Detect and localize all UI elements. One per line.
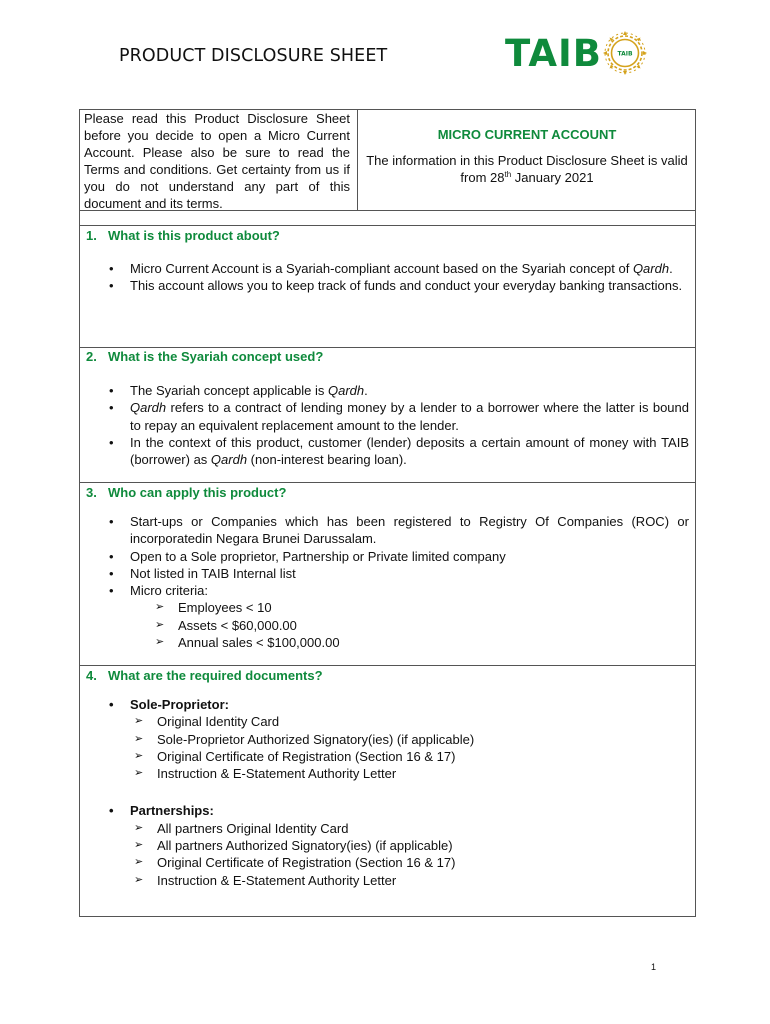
arrow-bullet-icon: ➢ <box>155 618 165 631</box>
page-number: 1 <box>651 962 657 972</box>
section-4-heading: 4. What are the required documents? <box>86 668 323 683</box>
document-item: ➢ Sole-Proprietor Authorized Signatory(ies) (if applicable) <box>134 731 475 747</box>
criteria-item: ➢ Employees < 10 <box>155 600 272 616</box>
arrow-bullet-icon: ➢ <box>134 732 144 745</box>
logo-seal-icon <box>602 30 648 76</box>
criteria-item: ➢ Annual sales < $100,000.00 <box>155 635 340 651</box>
arrow-bullet-icon: ➢ <box>134 839 144 852</box>
intro-product-box <box>358 110 696 186</box>
criteria-item: ➢ Assets < $60,000.00 <box>155 617 297 633</box>
document-item: ➢ Original Identity Card <box>134 714 280 730</box>
list-item: • Qardh refers to a contract of lending money by a lender to a borrower where the latter is bound to repay an equivalent replacement amount to the lender. <box>109 400 689 433</box>
document-item: ➢ Instruction & E-Statement Authority Letter <box>134 766 397 782</box>
section-1-heading: 1. What is this product about? <box>86 228 280 243</box>
section-4-top-line <box>79 665 696 666</box>
arrow-bullet-icon: ➢ <box>155 601 165 614</box>
doc-group-sole-proprietor: • Sole-Proprietor: <box>109 697 229 712</box>
list-item: • Micro criteria: <box>109 583 209 599</box>
account-name: MICRO CURRENT ACCOUNT <box>437 127 617 142</box>
document-item: ➢ All partners Authorized Signatory(ies) (if applicable) <box>134 838 453 854</box>
document-title: PRODUCT DISCLOSURE SHEET <box>119 46 388 66</box>
document-item: ➢ Original Certificate of Registration (Section 16 & 17) <box>134 855 456 871</box>
section-4-list <box>109 696 689 889</box>
section-2-list <box>109 382 689 468</box>
micro-criteria-list <box>155 599 689 651</box>
intro-notice: Please read this Product Disclosure Sheet before you decide to open a Micro Current Account. Please also be sure to read the Terms and conditions. Get certainty from us if you do not understand any part of this document and its terms. <box>84 111 350 211</box>
section-1-list <box>109 260 689 295</box>
document-item: ➢ Original Certificate of Registration (Section 16 & 17) <box>134 748 456 764</box>
list-item: • Start-ups or Companies which has been registered to Registry Of Companies (ROC) or incorporatedin Negara Brunei Darussalam. <box>109 514 689 547</box>
partnership-documents <box>134 820 689 889</box>
logo-wordmark: TAIB <box>505 32 602 75</box>
list-item: • Open to a Sole proprietor, Partnership or Private limited company <box>109 548 506 564</box>
doc-group-partnerships: • Partnerships: <box>109 803 214 819</box>
arrow-bullet-icon: ➢ <box>134 749 144 762</box>
taib-logo <box>505 34 648 74</box>
arrow-bullet-icon: ➢ <box>134 715 144 728</box>
section-2-heading: 2. What is the Syariah concept used? <box>86 349 324 364</box>
sole-proprietor-documents <box>134 713 689 782</box>
arrow-bullet-icon: ➢ <box>134 821 144 834</box>
validity-text: The information in this Product Disclosure Sheet is valid from 28th January 2021 <box>366 153 688 185</box>
arrow-bullet-icon: ➢ <box>134 873 144 886</box>
list-item: • Micro Current Account is a Syariah-compliant account based on the Syariah concept of Qardh. <box>109 261 673 276</box>
list-item: • The Syariah concept applicable is Qardh. <box>109 383 368 398</box>
list-item: • This account allows you to keep track of funds and conduct your everyday banking transactions. <box>109 278 683 294</box>
section-3-top-line <box>79 482 696 483</box>
section-1-top-line <box>79 225 696 226</box>
list-item: • Not listed in TAIB Internal list <box>109 565 296 581</box>
document-item: ➢ All partners Original Identity Card <box>134 820 349 836</box>
document-item: ➢ Instruction & E-Statement Authority Letter <box>134 872 397 888</box>
section-3-list <box>109 513 689 651</box>
arrow-bullet-icon: ➢ <box>155 636 165 649</box>
list-item: • In the context of this product, customer (lender) deposits a certain amount of money with TAIB (borrower) as Qardh (non-interest bearing loan). <box>109 434 689 468</box>
arrow-bullet-icon: ➢ <box>134 856 144 869</box>
arrow-bullet-icon: ➢ <box>134 767 144 780</box>
section-3-heading: 3. Who can apply this product? <box>86 485 287 500</box>
logo-seal-text: TAIB <box>617 50 633 58</box>
